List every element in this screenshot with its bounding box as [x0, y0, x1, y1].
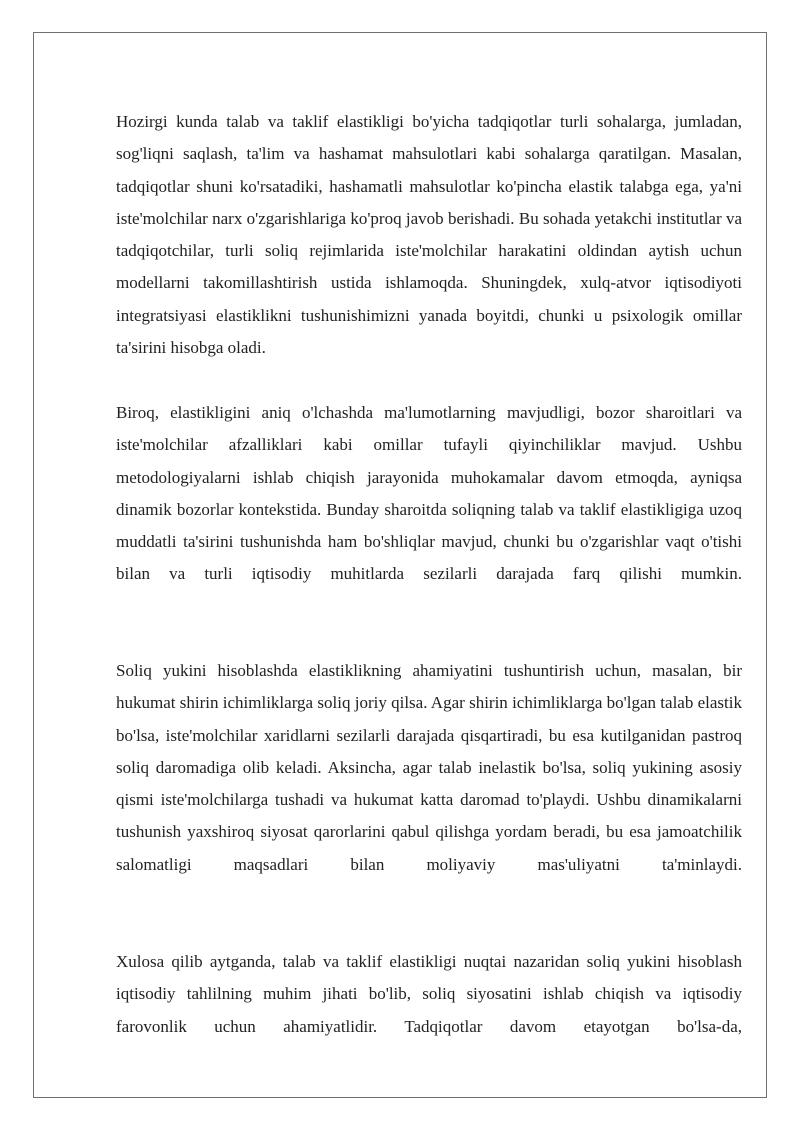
- paragraph-text: Biroq, elastikligini aniq o'lchashda ma'lumotlarning mavjudligi, bozor sharoitlari va iste'molchilar afzalliklari kabi omillar tufayli qiyinchiliklar mavjud. Ushbu metodologiyalarni ishlab chiqish jarayonida muhokamalar davom etmoqda, ayniqsa dinamik bozorlar kontekstida. Bunday sharoitda soliqning talab va taklif elastikligiga uzoq muddatli ta'sirini tushunishda ham bo'shliqlar mavjud, chunki bu o'zgarishlar vaqt o'tishi bilan va turli iqtisodiy muhitlarda sezilarli darajada farq qilishi mumkin.: [116, 403, 742, 584]
- paragraph-text: Xulosa qilib aytganda, talab va taklif elastikligi nuqtai nazaridan soliq yukini hisoblash iqtisodiy tahlilning muhim jihati bo'lib, soliq siyosatini ishlab chiqish va iqtisodiy farovonlik uchun ahamiyatlidir. Tadqiqotlar davom etayotgan bo'lsa-da,: [116, 952, 742, 1036]
- paragraph-measurement-challenges: [116, 397, 742, 591]
- paragraph-conclusion: [116, 946, 742, 1043]
- paragraph-tax-burden-example: [116, 655, 742, 881]
- paragraph-text: Hozirgi kunda talab va taklif elastikligi bo'yicha tadqiqotlar turli sohalarga, jumladan, sog'liqni saqlash, ta'lim va hashamat mahsulotlari kabi sohalarga qaratilgan. Masalan, tadqiqotlar shuni ko'rsatadiki, hashamatli mahsulotlar ko'pincha elastik talabga ega, ya'ni iste'molchilar narx o'zgarishlariga ko'proq javob berishadi. Bu sohada yetakchi institutlar va tadqiqotchilar, turli soliq rejimlarida iste'molchilar harakatini oldindan aytish uchun modellarni takomillashtirish ustida ishlamoqda. Shuningdek, xulq-atvor iqtisodiyoti integratsiyasi elastiklikni tushunishimizni yanada boyitdi, chunki u psixologik omillar ta'sirini hisobga oladi.: [116, 112, 742, 358]
- paragraph-text: Soliq yukini hisoblashda elastiklikning ahamiyatini tushuntirish uchun, masalan, bir hukumat shirin ichimliklarga soliq joriy qilsa. Agar shirin ichimliklarga bo'lgan talab elastik bo'lsa, iste'molchilar xaridlarni sezilarli darajada qisqartiradi, bu esa kutilganidan pastroq soliq daromadiga olib keladi. Aksincha, agar talab inelastik bo'lsa, soliq yukining asosiy qismi iste'molchilarga tushadi va hukumat katta daromad to'playdi. Ushbu dinamikalarni tushunish yaxshiroq siyosat qarorlarini qabul qilishga yordam beradi, bu esa jamoatchilik salomatligi maqsadlari bilan moliyaviy mas'uliyatni ta'minlaydi.: [116, 661, 742, 874]
- paragraph-current-research: [116, 106, 742, 364]
